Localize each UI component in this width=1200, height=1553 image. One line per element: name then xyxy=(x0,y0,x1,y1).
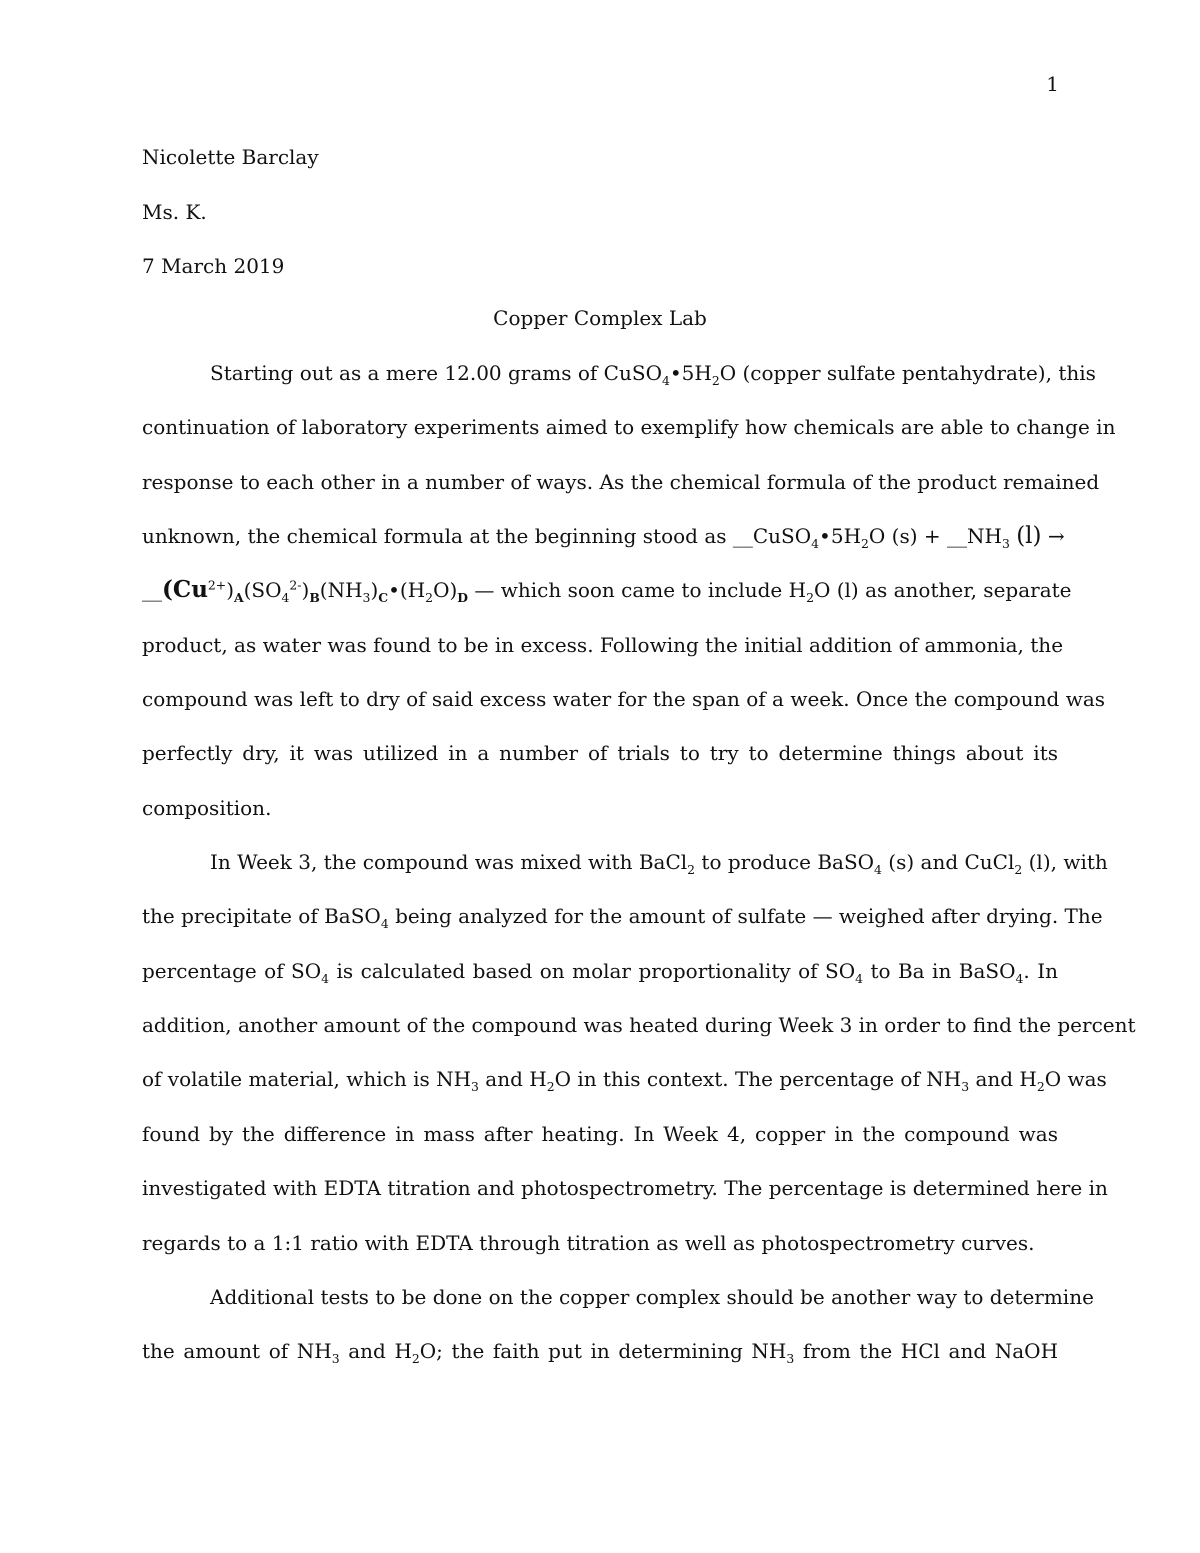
paragraph-1-line: product, as water was found to be in excess. Following the initial addition of ammonia, the xyxy=(142,632,1064,657)
page-number: 1 xyxy=(1046,72,1059,96)
paragraph-1-line: unknown, the chemical formula at the beginning stood as $\_\_CuSO_4•5H_2O$ $(s) + \_\_NH_3$ (l) → xyxy=(142,523,1065,552)
paragraph-2-line: percentage of $SO_4$ is calculated based on molar proportionality of $SO_4$ to Ba in BaSO$_4$. In xyxy=(142,958,1058,986)
author-name: Nicolette Barclay xyxy=(142,145,319,169)
paragraph-1-line: compound was left to dry of said excess water for the span of a week. Once the compound was xyxy=(142,687,1106,712)
instructor-name: Ms. K. xyxy=(142,200,207,224)
paragraph-2-line: regards to a 1:1 ratio with EDTA through titration as well as photospectrometry curves. xyxy=(142,1230,1035,1255)
paragraph-2-line: addition, another amount of the compound was heated during Week 3 in order to find the percent xyxy=(142,1013,1136,1038)
paragraph-1-line: $\_\_(Cu^{2+})_A(SO_4^{2-})_B(NH_3)_C•(H_2O)_D$ — which soon came to include $H_2O$ (l) as another, separate xyxy=(142,576,1072,606)
body-text xyxy=(142,355,1136,1388)
paragraph-2-line: investigated with EDTA titration and photospectrometry. The percentage is determined here in xyxy=(142,1176,1108,1201)
paragraph-2-line: the precipitate of BaSO$_4$ being analyzed for the amount of sulfate — weighed after drying. The xyxy=(142,904,1103,932)
paragraph-2-line: found by the difference in mass after heating. In Week 4, copper in the compound was xyxy=(142,1121,1058,1146)
paragraph-1-line: continuation of laboratory experiments aimed to exemplify how chemicals are able to change in xyxy=(142,415,1116,440)
paragraph-2-line: of volatile material, which is $NH_3$ and $H_2O$ in this context. The percentage of $NH_3$ and $H_2O$ was xyxy=(142,1067,1107,1095)
paragraph-1-line: Starting out as a mere 12.00 grams of $CuSO_4•5H_2O$ (copper sulfate pentahydrate), this xyxy=(210,361,1096,388)
paragraph-2-line: In Week 3, the compound was mixed with BaCl$_2$ to produce BaSO$_4$ (s) and CuCl$_2$ (l), with xyxy=(210,850,1108,878)
paragraph-1-line: composition. xyxy=(142,795,272,820)
paragraph-3-line: the amount of $NH_3$ and $H_2O$; the faith put in determining $NH_3$ from the HCl and NaOH xyxy=(142,1339,1059,1367)
page-title: Copper Complex Lab xyxy=(493,306,707,330)
paragraph-1-line: perfectly dry, it was utilized in a number of trials to try to determine things about its xyxy=(142,741,1058,766)
date: 7 March 2019 xyxy=(142,254,285,278)
paragraph-3-line: Additional tests to be done on the copper complex should be another way to determine xyxy=(210,1284,1094,1309)
paragraph-1-line: response to each other in a number of ways. As the chemical formula of the product remained xyxy=(142,469,1100,494)
